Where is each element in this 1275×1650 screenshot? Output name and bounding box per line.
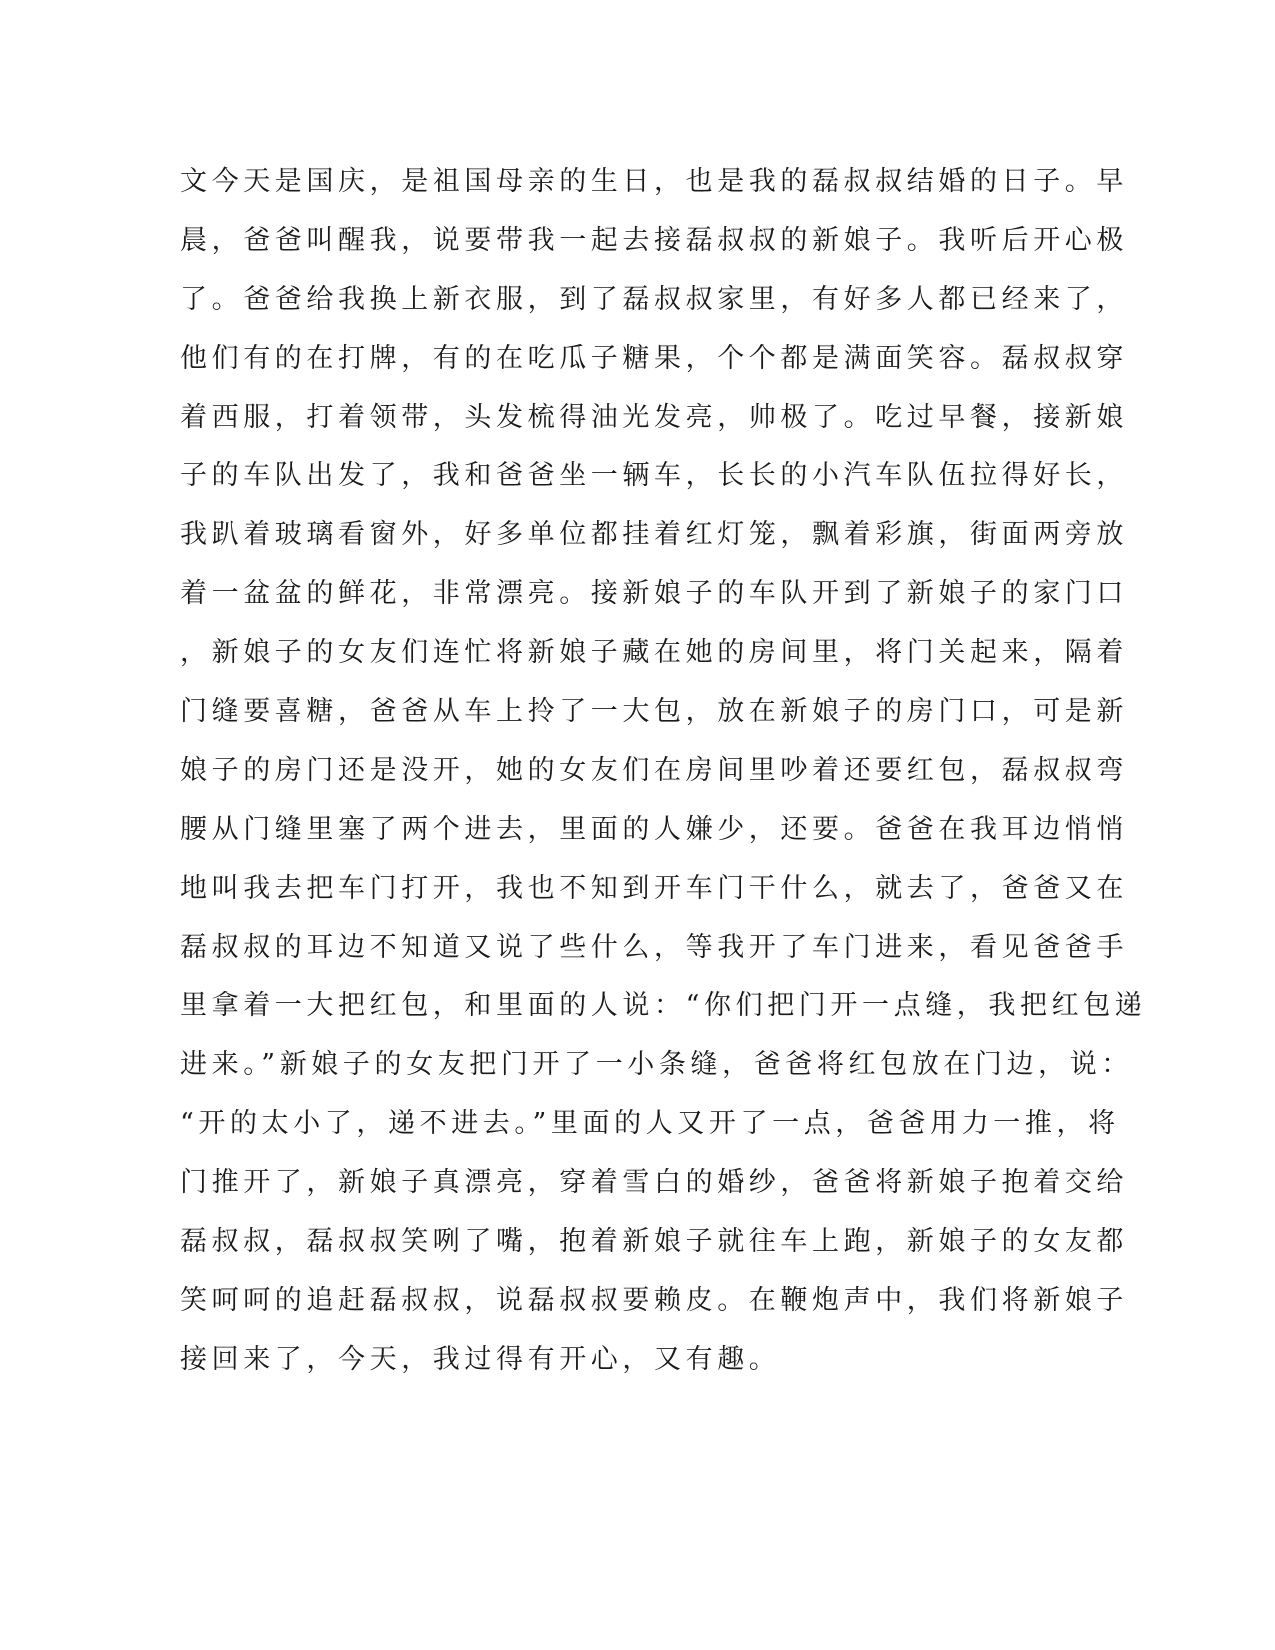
text-line: 文今天是国庆，是祖国母亲的生日，也是我的磊叔叔结婚的日子。早 <box>180 166 1128 197</box>
text-line: 门缝要喜糖，爸爸从车上拎了一大包，放在新娘子的房门口，可是新 <box>180 696 1128 728</box>
text-line: 笑呵呵的追赶磊叔叔，说磊叔叔要赖皮。在鞭炮声中，我们将新娘子 <box>180 1284 1128 1316</box>
text-line: 他们有的在打牌，有的在吃瓜子糖果，个个都是满面笑容。磊叔叔穿 <box>180 342 1128 374</box>
text-line: 了。爸爸给我换上新衣服，到了磊叔叔家里，有好多人都已经来了， <box>180 283 1128 315</box>
text-line: 着一盆盆的鲜花，非常漂亮。接新娘子的车队开到了新娘子的家门口 <box>180 578 1128 610</box>
text-line: 进来。”新娘子的女友把门开了一小条缝，爸爸将红包放在门边，说： <box>180 1049 1133 1081</box>
text-line: 磊叔叔，磊叔叔笑咧了嘴，抱着新娘子就往车上跑，新娘子的女友都 <box>180 1226 1128 1258</box>
text-line: ，新娘子的女友们连忙将新娘子藏在她的房间里，将门关起来，隔着 <box>180 637 1128 669</box>
text-line: 娘子的房门还是没开，她的女友们在房间里吵着还要红包，磊叔叔弯 <box>180 754 1128 786</box>
essay-body <box>180 160 1147 1397</box>
text-line: 腰从门缝里塞了两个进去，里面的人嫌少，还要。爸爸在我耳边悄悄 <box>180 813 1128 845</box>
text-line: 里拿着一大把红包，和里面的人说：“你们把门开一点缝，我把红包递 <box>180 990 1147 1022</box>
text-line: 地叫我去把车门打开，我也不知到开车门干什么，就去了，爸爸又在 <box>180 872 1128 904</box>
text-line: 门推开了，新娘子真漂亮，穿着雪白的婚纱，爸爸将新娘子抱着交给 <box>180 1167 1128 1199</box>
text-line: “开的太小了，递不进去。”里面的人又开了一点，爸爸用力一推，将 <box>180 1108 1120 1140</box>
text-line: 着西服，打着领带，头发梳得油光发亮，帅极了。吃过早餐，接新娘 <box>180 401 1128 433</box>
text-line: 我趴着玻璃看窗外，好多单位都挂着红灯笼，飘着彩旗，街面两旁放 <box>180 519 1128 551</box>
text-line: 磊叔叔的耳边不知道又说了些什么，等我开了车门进来，看见爸爸手 <box>180 931 1128 963</box>
text-line: 子的车队出发了，我和爸爸坐一辆车，长长的小汽车队伍拉得好长， <box>180 460 1128 492</box>
text-line: 晨，爸爸叫醒我，说要带我一起去接磊叔叔的新娘子。我听后开心极 <box>180 224 1128 256</box>
text-line: 接回来了，今天，我过得有开心，又有趣。 <box>180 1343 781 1375</box>
